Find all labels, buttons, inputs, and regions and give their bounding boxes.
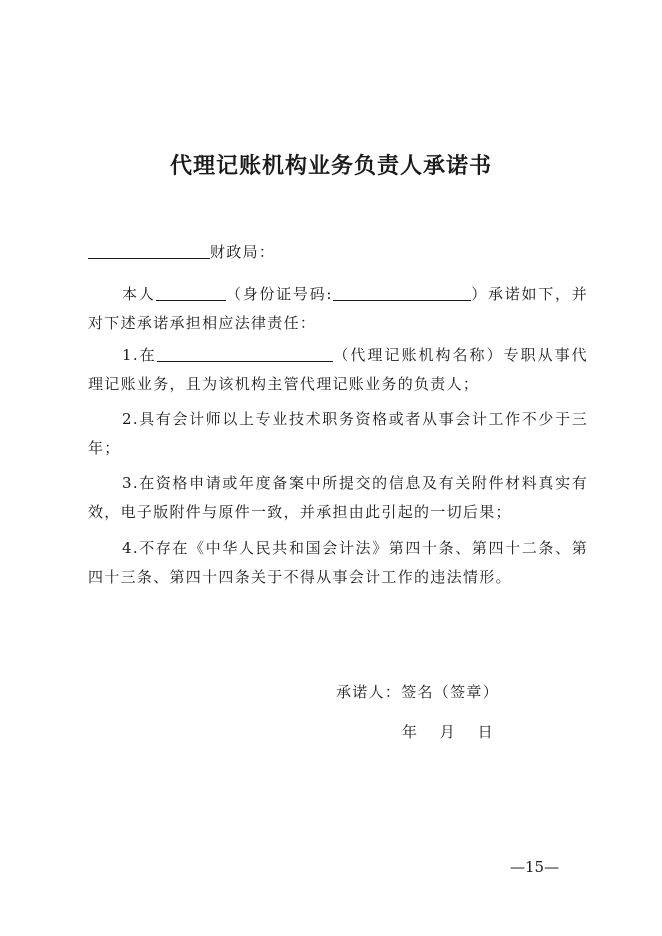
intro-paragraph: [88, 280, 588, 338]
intro-text-2: （身份证号码:: [225, 285, 333, 303]
intro-text-1: 本人: [122, 285, 156, 303]
date-day: 日: [477, 723, 493, 741]
page-number: —15—: [510, 858, 560, 876]
finance-bureau-blank[interactable]: [88, 242, 210, 259]
item1-text-2: （代理记账机构名称）专职从事代理记账业务，且为该机构主管代理记账业务的负责人；: [88, 346, 588, 393]
commitment-item-3: 3.在资格申请或年度备案中所提交的信息及有关附件材料真实有效，电子版附件与原件一致，并承担由此引起的一切后果；: [88, 474, 588, 521]
date-line: [402, 718, 511, 746]
document-title: 代理记账机构业务负责人承诺书: [169, 153, 492, 179]
signature-line: 承诺人：签名（签章）: [336, 683, 500, 701]
commitment-item-2: 2.具有会计师以上专业技术职务资格或者从事会计工作不少于三年；: [88, 410, 588, 457]
date-year: 年: [402, 723, 418, 741]
addressee-line: [88, 238, 588, 267]
commitment-item-1: [88, 341, 588, 399]
name-blank[interactable]: [156, 284, 226, 301]
addressee-suffix: 财政局：: [210, 243, 276, 261]
id-number-blank[interactable]: [333, 284, 471, 301]
date-month: 月: [439, 723, 455, 741]
intro-text-3: ）承诺如下，并对下述承诺承担相应法律责任：: [88, 285, 588, 332]
item1-text-1: 1.在: [122, 346, 157, 364]
agency-name-blank[interactable]: [157, 345, 333, 362]
commitment-item-4: 4.不存在《中华人民共和国会计法》第四十条、第四十二条、第四十三条、第四十四条关于不得从事会计工作的违法情形。: [88, 539, 588, 586]
